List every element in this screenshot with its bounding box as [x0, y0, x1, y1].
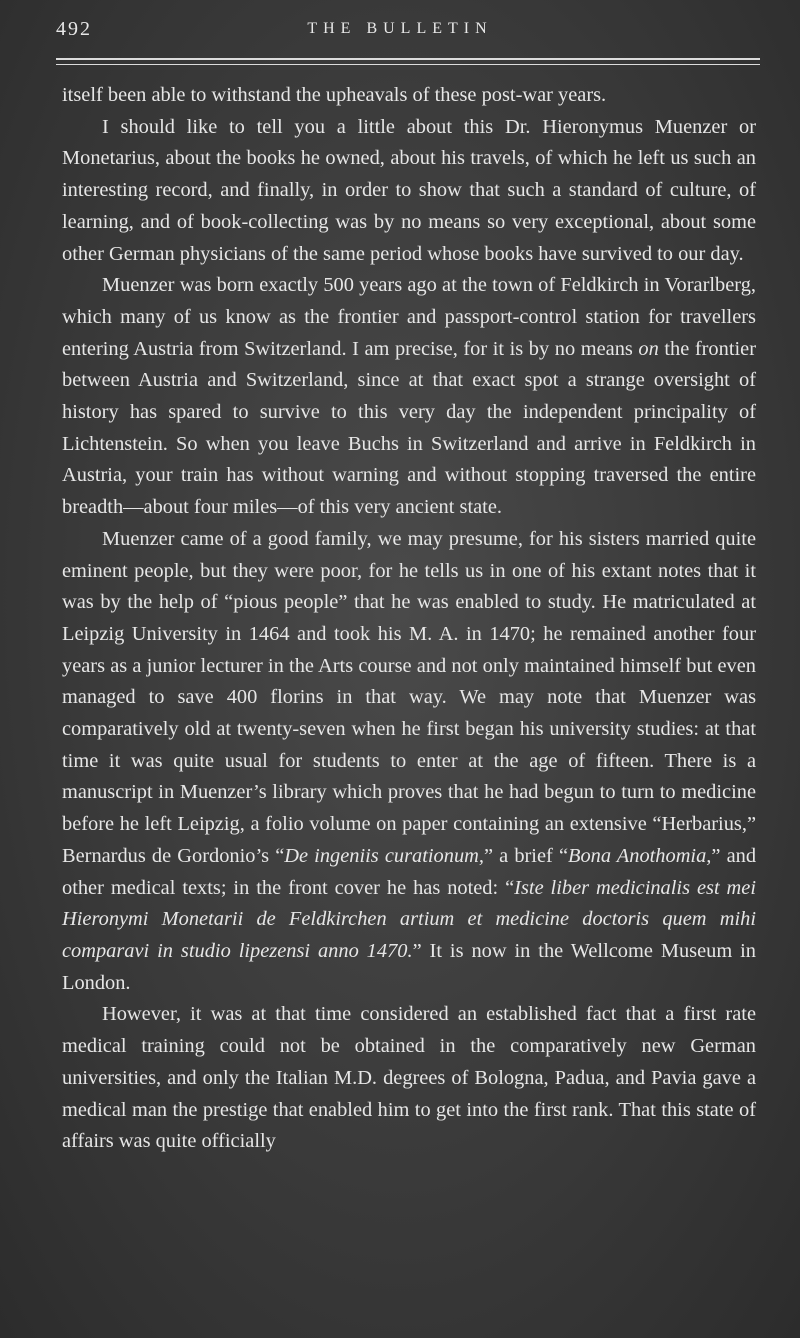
italic-text: De ingeniis curationum,: [284, 844, 484, 867]
paragraph-text: Muenzer came of a good family, we may presume, for his sisters married quite eminent people, but they were poor, for he tells us in one of his extant notes that it was by the help of “pious people” that he was enabled to study. He matriculated at Leipzig University in 1464 and took his M. A. in 1470; he remained another four years as a junior lecturer in the Arts course and not only maintained himself but even managed to save 400 florins in that way. We may note that Muenzer was comparatively old at twenty-seven when he first began his university studies: at that time it was quite usual for students to enter at the age of fifteen. There is a manuscript in Muenzer’s library which proves that he had begun to turn to medicine before he left Leipzig, a folio volume on paper containing an extensive “Herbarius,” Bernardus de Gordonio’s “: [62, 527, 756, 867]
header-rule-thin: [56, 64, 760, 65]
paragraph-p2: [62, 112, 756, 271]
running-head: THE BULLETIN: [307, 20, 493, 37]
paragraph-text: I should like to tell you a little about this Dr. Hieronymus Muenzer or Monetarius, about the books he owned, about his travels, of which he left us such an interesting record, and finally, in order to show that such a standard of culture, of learning, and of book-collecting was by no means so very exceptional, about some other German physicians of the same period whose books have survived to our day.: [62, 115, 756, 265]
italic-text: Iste liber medicinalis est mei Hieronymi Monetarii de Feldkirchen artium et medicine doctoris quem mihi comparavi in studio lipezensi anno 1470.: [62, 876, 756, 962]
body-text: [62, 80, 756, 1158]
paragraph-p1: [62, 80, 756, 112]
paragraph-text: ” and other medical texts; in the front cover he has noted: “: [62, 844, 757, 899]
page-number: 492: [56, 18, 92, 40]
header-rule-thick: [56, 58, 760, 60]
italic-text: Bona Anothomia,: [568, 844, 712, 867]
italic-text: on: [638, 337, 659, 360]
paragraph-text: ” It is now in the Wellcome Museum in London.: [62, 939, 756, 994]
paragraph-text: However, it was at that time considered an established fact that a first rate medical training could not be obtained in the comparatively new German universities, and only the Italian M.D. degrees of Bologna, Padua, and Pavia gave a medical man the prestige that enabled him to get into the first rank. That this state of affairs was quite officially: [62, 1003, 756, 1153]
paragraph-text: Muenzer was born exactly 500 years ago at the town of Feldkirch in Vorarlberg, which many of us know as the frontier and passport-control station for travellers entering Austria from Switzerland. I am precise, for it is by no means: [62, 274, 756, 360]
paragraph-text: ” a brief “: [483, 844, 568, 867]
paragraph-text: itself been able to withstand the upheavals of these post-war years.: [62, 84, 607, 106]
page-header: [0, 0, 800, 70]
paragraph-p5: [62, 999, 756, 1158]
paragraph-p3: [62, 270, 756, 524]
paragraph-text: the frontier between Austria and Switzerland, since at that exact spot a strange oversight of history has spared to survive to this very day the independent principality of Lichtenstein. So when you leave Buchs in Switzerland and arrive in Feldkirch in Austria, your train has without warning and without stopping traversed the entire breadth—about four miles—of this very ancient state.: [62, 337, 756, 519]
paragraph-p4: [62, 524, 756, 1000]
